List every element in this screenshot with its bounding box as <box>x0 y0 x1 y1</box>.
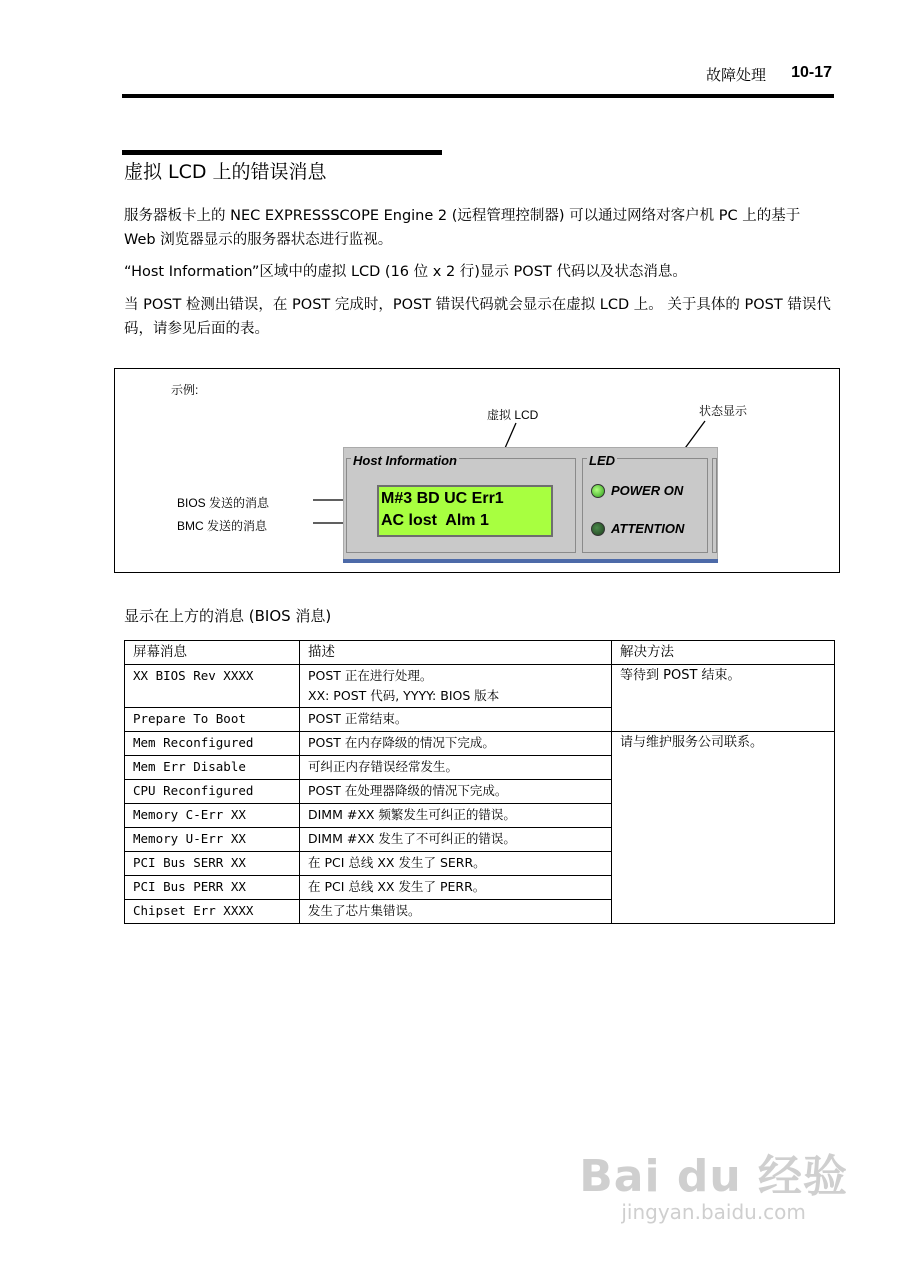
table-row <box>125 732 835 756</box>
header-rule <box>122 94 834 98</box>
callout-virtual-lcd: 虚拟 LCD <box>487 408 539 422</box>
paragraph-2: “Host Information”区域中的虚拟 LCD (16 位 x 2 行)显示 POST 代码以及状态消息。 <box>124 264 687 280</box>
row-message: Memory U-Err XX <box>125 828 300 852</box>
running-header-title: 故障处理 <box>705 66 766 84</box>
paragraph-3: 当 POST 检测出错误，在 POST 完成时，POST 错误代码就会显示在虚拟 LCD 上。 关于具体的 POST 错误代码，请参见后面的表。 <box>124 297 831 337</box>
callout-bios-message: BIOS 发送的消息 <box>177 496 270 510</box>
management-panel <box>343 447 718 561</box>
row-description: 在 PCI 总线 XX 发生了 SERR。 <box>300 852 612 876</box>
example-figure <box>114 368 840 573</box>
row-message: PCI Bus PERR XX <box>125 876 300 900</box>
led-title: LED <box>589 453 615 468</box>
page-number: 10-17 <box>791 64 832 81</box>
row-message: Mem Err Disable <box>125 756 300 780</box>
row-message: XX BIOS Rev XXXX <box>125 665 300 708</box>
row-description: POST 在内存降级的情况下完成。 <box>300 732 612 756</box>
row-message: Mem Reconfigured <box>125 732 300 756</box>
virtual-lcd <box>377 485 553 537</box>
row-description: DIMM #XX 发生了不可纠正的错误。 <box>300 828 612 852</box>
row-description: DIMM #XX 频繁发生可纠正的错误。 <box>300 804 612 828</box>
row-message: PCI Bus SERR XX <box>125 852 300 876</box>
callout-status-display: 状态显示 <box>699 404 748 418</box>
lcd-line-bios: M#3 BD UC Err1 <box>381 490 504 507</box>
row-description: 可纠正内存错误经常发生。 <box>300 756 612 780</box>
host-information-title: Host Information <box>353 453 457 468</box>
power-on-label: POWER ON <box>611 483 684 498</box>
row-message: Chipset Err XXXX <box>125 900 300 924</box>
header-description: 描述 <box>300 641 612 665</box>
row-message: Prepare To Boot <box>125 708 300 732</box>
panel-next-group-edge <box>712 458 717 553</box>
paragraph-1: 服务器板卡上的 NEC EXPRESSSCOPE Engine 2 (远程管理控制器) 可以通过网络对客户机 PC 上的基于 Web 浏览器显示的服务器状态进行监视。 <box>124 208 801 248</box>
header-solution: 解决方法 <box>612 641 835 665</box>
row-description-line-2: XX: POST 代码, YYYY: BIOS 版本 <box>308 688 500 703</box>
baidu-watermark <box>579 1140 848 1224</box>
bios-message-table <box>124 640 835 924</box>
attention-label: ATTENTION <box>611 521 685 536</box>
row-description: POST 正常结束。 <box>300 708 612 732</box>
host-information-group <box>346 453 576 553</box>
figure-label: 示例: <box>171 383 199 397</box>
watermark-logo <box>579 1140 848 1204</box>
row-message: CPU Reconfigured <box>125 780 300 804</box>
solution-wait-post: 等待到 POST 结束。 <box>612 665 835 732</box>
row-description: POST 在处理器降级的情况下完成。 <box>300 780 612 804</box>
led-group <box>582 453 708 553</box>
header-screen-message: 屏幕消息 <box>125 641 300 665</box>
callout-bmc-message: BMC 发送的消息 <box>177 519 268 533</box>
lcd-line-bmc: AC lost Alm 1 <box>381 512 489 529</box>
watermark-logo-text: Bai du 经验 <box>579 1151 848 1202</box>
table-header-row <box>125 641 835 665</box>
attention-led-icon <box>591 522 605 536</box>
row-description: 发生了芯片集错误。 <box>300 900 612 924</box>
table-title: 显示在上方的消息 (BIOS 消息) <box>124 607 332 625</box>
panel-bottom-bar <box>343 559 718 563</box>
power-on-led-icon <box>591 484 605 498</box>
section-title: 虚拟 LCD 上的错误消息 <box>124 161 327 183</box>
table-row <box>125 665 835 708</box>
solution-contact-service: 请与维护服务公司联系。 <box>612 732 835 924</box>
row-message: Memory C-Err XX <box>125 804 300 828</box>
section-bar <box>122 150 442 155</box>
watermark-url: jingyan.baidu.com <box>621 1200 806 1224</box>
row-description: 在 PCI 总线 XX 发生了 PERR。 <box>300 876 612 900</box>
row-description <box>300 665 612 708</box>
row-description-line-1: POST 正在进行处理。 <box>308 668 433 683</box>
